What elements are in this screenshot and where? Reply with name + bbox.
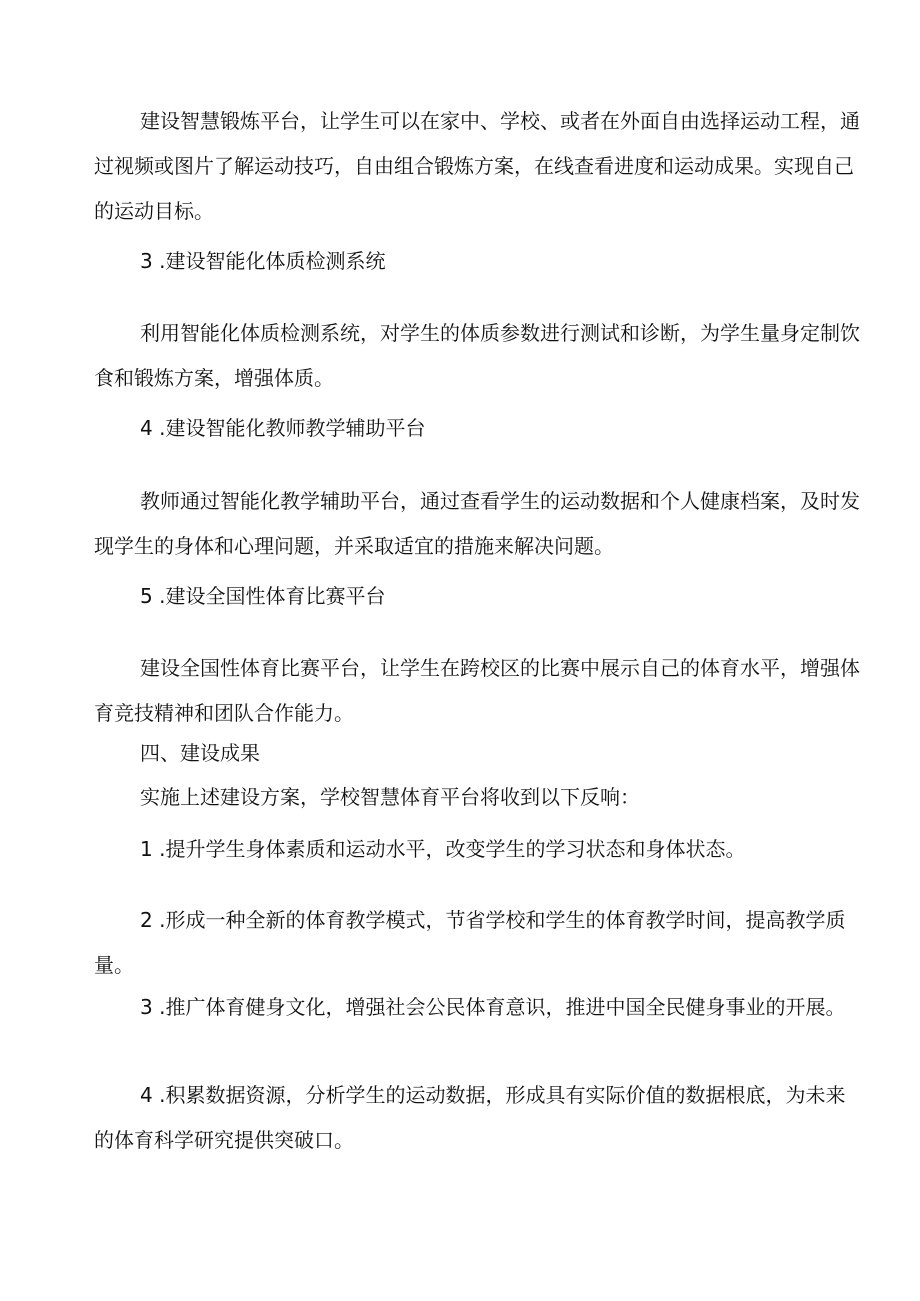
heading-item-4: 4 .建设智能化教师教学辅助平台 [140, 416, 426, 440]
result-item-2: 2 .形成一种全新的体育教学模式，节省学校和学生的体育教学时间，提高教学质量。 [94, 908, 846, 977]
heading-item-3: 3 .建设智能化体质检测系统 [140, 249, 386, 273]
paragraph-national-competition: 建设全国性体育比赛平台，让学生在跨校区的比赛中展示自己的体育水平，增强体育竞技精神和团队合作能力。 [94, 656, 860, 725]
result-item-4: 4 .积累数据资源，分析学生的运动数据，形成具有实际价值的数据根底，为未来的体育科学研究提供突破口。 [94, 1083, 846, 1152]
paragraph-smart-exercise-platform: 建设智慧锻炼平台，让学生可以在家中、学校、或者在外面自由选择运动工程，通过视频或图片了解运动技巧，自由组合锻炼方案，在线查看进度和运动成果。实现自己的运动目标。 [94, 109, 860, 223]
result-item-1: 1 .提升学生身体素质和运动水平，改变学生的学习状态和身体状态。 [140, 837, 746, 861]
paragraph-teacher-assist: 教师通过智能化教学辅助平台，通过查看学生的运动数据和个人健康档案，及时发现学生的身体和心理问题，并采取适宜的措施来解决问题。 [94, 489, 860, 558]
heading-item-5: 5 .建设全国性体育比赛平台 [140, 584, 386, 608]
paragraph-fitness-detection: 利用智能化体质检测系统，对学生的体质参数进行测试和诊断，为学生量身定制饮食和锻炼方案，增强体质。 [94, 321, 860, 390]
section-heading-results: 四、建设成果 [140, 741, 260, 765]
paragraph-results-intro: 实施上述建设方案，学校智慧体育平台将收到以下反响： [140, 785, 640, 809]
result-item-3: 3 .推广体育健身文化，增强社会公民体育意识，推进中国全民健身事业的开展。 [140, 995, 846, 1019]
